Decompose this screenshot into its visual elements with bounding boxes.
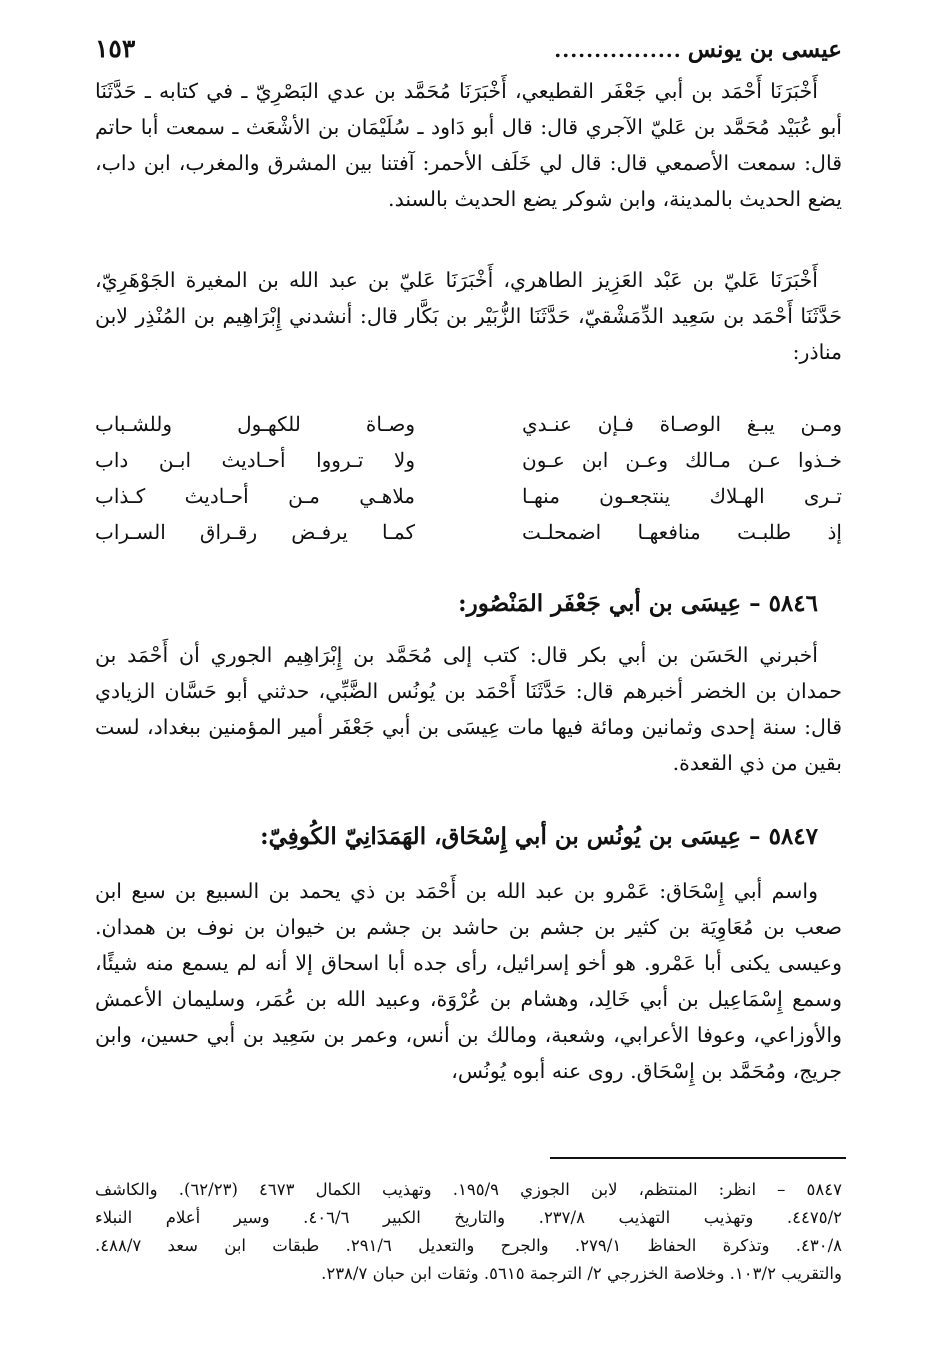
running-header xyxy=(95,34,842,68)
poem-second-hemistich: ملاهـي مـن أحـاديث كـذاب xyxy=(95,484,415,508)
poem-first-hemistich: ومـن يبـغ الوصـاة فـإن عنـدي xyxy=(522,412,842,436)
header-leader-dots: ................ xyxy=(554,38,682,62)
poem-first-hemistich: خـذوا عـن مـالك وعـن ابن عـون xyxy=(522,448,842,472)
poem-verse xyxy=(95,442,842,478)
paragraph-entry-5846: أخبرني الحَسَن بن أبي بكر قال: كتب إلى مُحَمَّد بن إِبْرَاهِيم الجوري أن أَحْمَد بن حمدان بن الخضر أخبرهم قال: حَدَّثَنَا أَحْمَد بن يُونُس الضَّبِّي، حدثني أبو حَسَّان الزيادي قال: سنة إحدى وثمانين ومائة فيها مات عِيسَى بن أبي جَعْفَر أمير المؤمنين ببغداد، لست بقين من ذي القعدة. xyxy=(95,643,842,775)
footnote-line: ٥٨٤٧ – انظر: المنتظم، لابن الجوزي ١٩٥/٩. وتهذيب الكمال ٤٦٧٣ (٦٢/٢٣). والكاشف xyxy=(95,1180,842,1199)
poem-second-hemistich: ولا تـرووا أحـاديث ابـن داب xyxy=(95,448,415,472)
entry-heading-5847: ٥٨٤٧ – عِيسَى بن يُونُس بن أبي إِسْحَاق، الهَمَدَانِيّ الكُوفِيّ: xyxy=(260,823,818,850)
poem xyxy=(95,406,842,550)
paragraph-isnad-2: أَخْبَرَنَا عَليّ بن عَبْد العَزِيز الطاهري، أَخْبَرَنَا عَليّ بن عبد الله بن المغيرة الجَوْهَرِيّ، حَدَّثَنَا أَحْمَد بن سَعِيد الدِّمَشْقيّ، حَدَّثَنَا الزُّبَيْر بن بَكَّار قال: أنشدني إِبْرَاهِيم بن المُنْذِر لابن مناذر: xyxy=(95,268,842,364)
poem-second-hemistich: وصـاة للكهـول وللشـباب xyxy=(95,412,415,436)
page-number: ١٥٣ xyxy=(95,34,136,63)
paragraph-entry-5847: واسم أبي إِسْحَاق: عَمْرو بن عبد الله بن أَحْمَد بن ذي يحمد بن السبيع بن سبع ابن صعب بن مُعَاوِيَة بن كثير بن جشم بن حاشد بن جشم بن خيوان بن نوف بن همدان. وعيسى يكنى أبا عَمْرو. هو أخو إسرائيل، رأى جده أبا اسحاق إلا أنه لم يسمع منه شيئًا، وسمع إِسْمَاعِيل بن أبي خَالِد، وهشام بن عُرْوَة، وعبيد الله بن عُمَر، وسليمان الأعمش والأوزاعي، وعوفا الأعرابي، وشعبة، ومالك بن أنس، وعمر بن سَعِيد بن أبي حسين، وابن جريج، ومُحَمَّد بن إِسْحَاق. روى عنه أبوه يُونُس، xyxy=(95,879,842,1083)
poem-verse xyxy=(95,406,842,442)
poem-first-hemistich: تـرى الهـلاك ينتجعـون منهـا xyxy=(522,484,842,508)
footnote-line: ٤٣٠/٨. وتذكرة الحفاظ ٢٧٩/١. والجرح والتعديل ٢٩١/٦. طبقات ابن سعد ٤٨٨/٧. xyxy=(95,1236,842,1255)
poem-second-hemistich: كمـا يرفـض رقـراق السـراب xyxy=(95,520,415,544)
poem-verse xyxy=(95,514,842,550)
footnote-separator xyxy=(550,1157,846,1159)
footnote-line: والتقريب ١٠٣/٢. وخلاصة الخزرجي ٢/ الترجمة ٥٦١٥. وثقات ابن حبان ٢٣٨/٧. xyxy=(321,1264,842,1283)
poem-verse xyxy=(95,478,842,514)
poem-first-hemistich: إذ طلبـت منافعهـا اضمحلـت xyxy=(522,520,842,544)
paragraph-isnad-1: أَخْبَرَنَا أَحْمَد بن أبي جَعْفَر القطيعي، أَخْبَرَنَا مُحَمَّد بن عدي البَصْرِيّ ـ في كتابه ـ حَدَّثَنَا أبو عُبَيْد مُحَمَّد بن عَليّ الآجري قال: قال أبو دَاود ـ سُلَيْمَان بن الأشْعَث ـ سمعت أبا حاتم قال: سمعت الأصمعي قال: قال لي خَلَف الأحمر: آفتنا بين المشرق والمغرب، ابن داب، يضع الحديث بالمدينة، وابن شوكر يضع الحديث بالسند. xyxy=(95,79,842,211)
header-title: عيسى بن يونس xyxy=(687,36,842,63)
footnotes xyxy=(95,1176,842,1288)
entry-heading-5846: ٥٨٤٦ – عِيسَى بن أبي جَعْفَر المَنْصُور: xyxy=(458,590,818,617)
footnote-line: ٤٤٧٥/٢. وتهذيب التهذيب ٢٣٧/٨. والتاريخ الكبير ٤٠٦/٦. وسير أعلام النبلاء xyxy=(95,1208,842,1227)
